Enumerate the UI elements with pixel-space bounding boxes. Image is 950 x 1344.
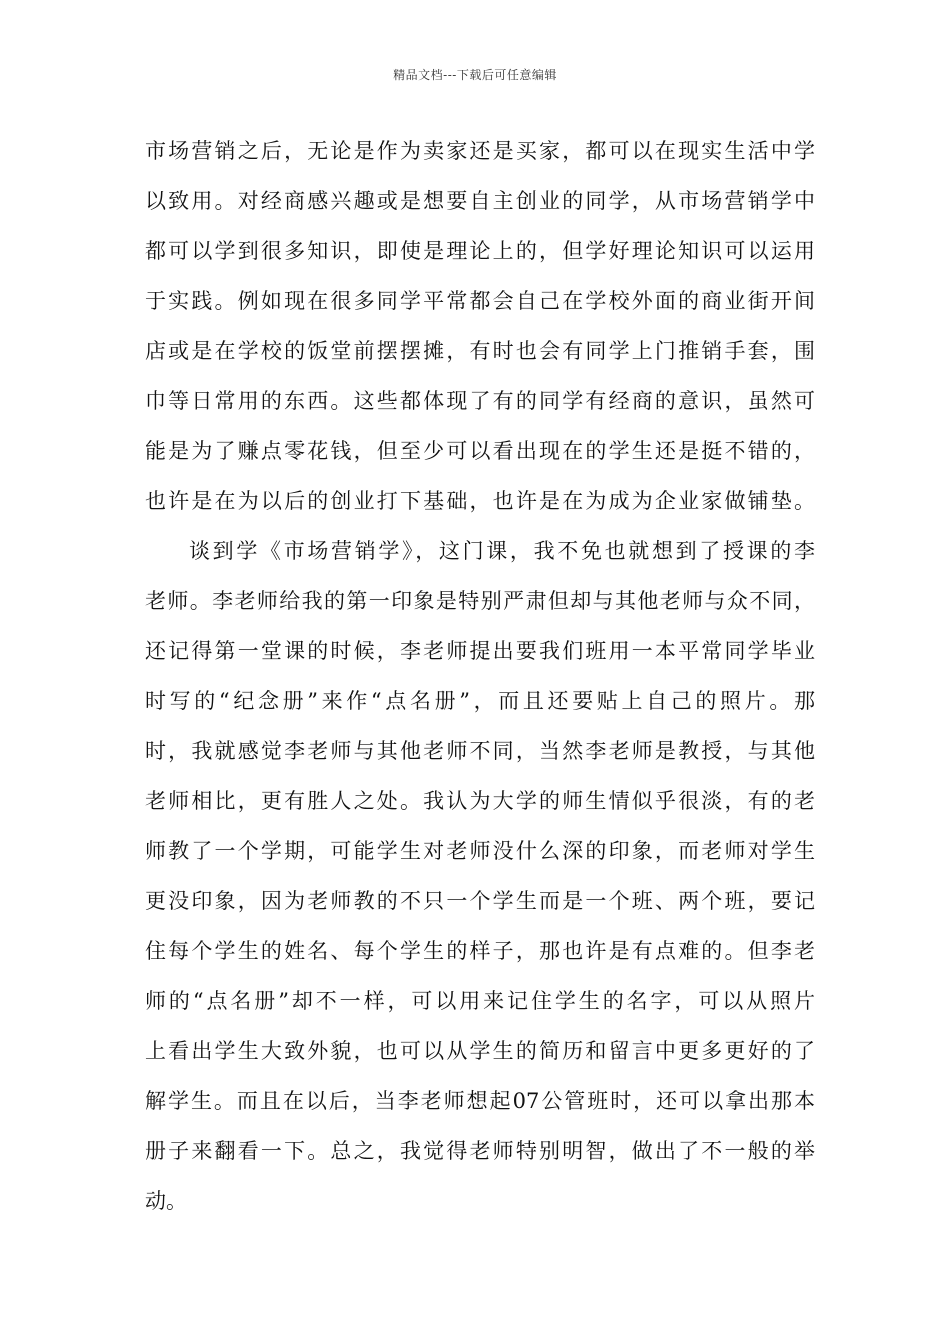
text-line: 谈到学《市场营销学》，这门课，我不免也就想到了授课的李 [189,539,815,563]
text-line: 还记得第一堂课的时候，李老师提出要我们班用一本平常同学毕业 [145,639,815,663]
text-line: 师的“点名册”却不一样，可以用来记住学生的名字，可以从照片 [145,989,815,1013]
text-line: 动。 [145,1189,187,1213]
text-line: 更没印象，因为老师教的不只一个学生而是一个班、两个班，要记 [145,889,815,913]
text-line: 能是为了赚点零花钱，但至少可以看出现在的学生还是挺不错的， [145,439,815,463]
text-line: 老师相比，更有胜人之处。我认为大学的师生情似乎很淡，有的老 [145,789,815,813]
text-line: 住每个学生的姓名、每个学生的样子，那也许是有点难的。但李老 [145,939,815,963]
text-line: 都可以学到很多知识，即使是理论上的，但学好理论知识可以运用 [145,239,815,263]
text-line: 市场营销之后，无论是作为卖家还是买家，都可以在现实生活中学 [145,139,815,163]
text-line: 册子来翻看一下。总之，我觉得老师特别明智，做出了不一般的举 [145,1139,815,1163]
text-line: 上看出学生大致外貌，也可以从学生的简历和留言中更多更好的了 [145,1039,815,1063]
text-line: 时写的“纪念册”来作“点名册”，而且还要贴上自己的照片。那 [145,689,815,713]
text-line: 巾等日常用的东西。这些都体现了有的同学有经商的意识，虽然可 [145,389,815,413]
document-body [145,131,815,1231]
text-line: 以致用。对经商感兴趣或是想要自主创业的同学，从市场营销学中 [145,189,815,213]
text-line: 师教了一个学期，可能学生对老师没什么深的印象，而老师对学生 [145,839,815,863]
text-line: 解学生。而且在以后，当李老师想起07公管班时，还可以拿出那本 [145,1089,815,1113]
text-line: 老师。李老师给我的第一印象是特别严肃但却与其他老师与众不同， [145,589,815,613]
text-line: 店或是在学校的饭堂前摆摆摊，有时也会有同学上门推销手套，围 [145,339,815,363]
text-line: 时，我就感觉李老师与其他老师不同，当然李老师是教授，与其他 [145,739,815,763]
text-line: 也许是在为以后的创业打下基础，也许是在为成为企业家做铺垫。 [145,489,815,513]
text-line: 于实践。例如现在很多同学平常都会自己在学校外面的商业街开间 [145,289,815,313]
page-header: 精品文档---下载后可任意编辑 [393,68,557,82]
